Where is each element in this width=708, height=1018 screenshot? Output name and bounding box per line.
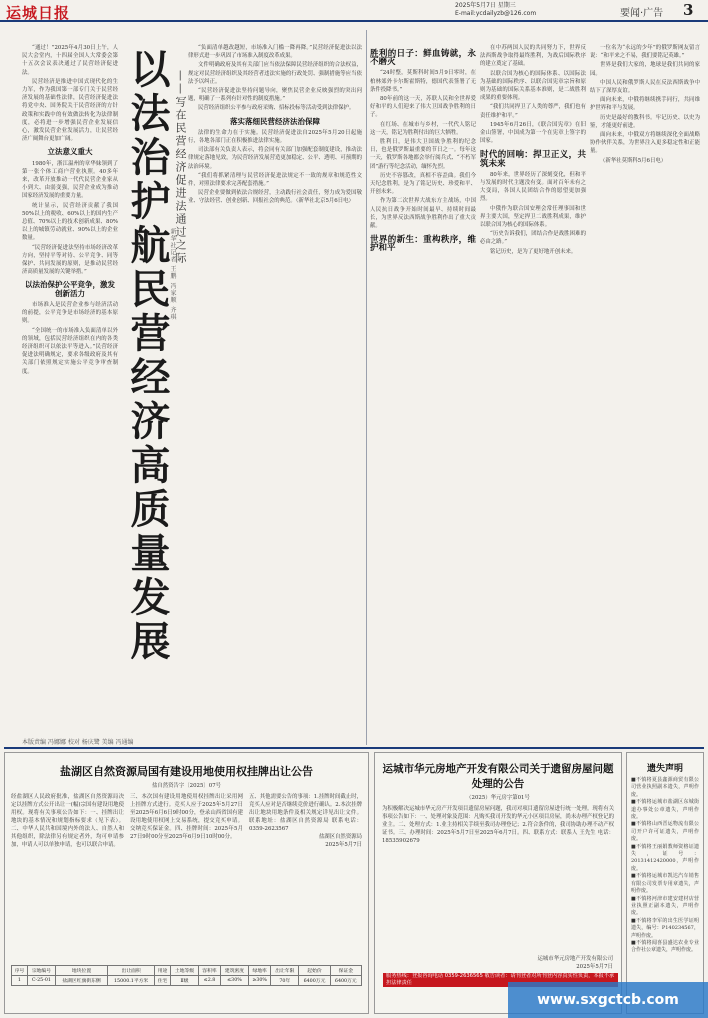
- service-notice-bar: 服务热线：登报咨询电话 0359-2636565 敬告读者：请刊登者对所刊登内容真实性负责，本报不承担法律责任: [383, 973, 618, 987]
- table-cell: ≥30%: [249, 976, 271, 986]
- section-name: 要闻·广告: [620, 8, 664, 19]
- paragraph: “全国统一的市场准入负面清单以外的领域，包括民营经济组织在内的各类经济组织可以依法平等进入。”民营经济促进法明确规定，要求各级政府及其有关部门依照规定实施公平竞争审查制度。: [22, 327, 118, 375]
- table-row: [12, 976, 362, 986]
- table-header-cell: 序号: [12, 966, 28, 976]
- list-item: ■不慎将运城市凯达汽车销售有限公司发票专用章遗失，声明作废。: [631, 873, 699, 895]
- table-header-cell: 用途: [155, 966, 171, 976]
- land-table: [11, 965, 362, 986]
- paragraph: 铭记历史，是为了更好地开创未来。: [490, 248, 577, 255]
- table-cell: 70年: [271, 976, 299, 986]
- notice-text: [249, 793, 362, 963]
- land-auction-notice: [4, 752, 369, 1014]
- table-cell: 1: [12, 976, 28, 986]
- newspaper-logo: 运城日报: [6, 4, 71, 22]
- article-column-5: [590, 44, 700, 734]
- table-header-cell: 土地等级: [171, 966, 199, 976]
- paragraph: 在中苏两国人民的共同努力下，世界反法西斯战争取得最终胜利，为战后国际秩序的建立奠定了基础。: [480, 45, 586, 68]
- paragraph: 面向未来，中俄将继续携手同行，共同维护世界和平与发展。: [590, 97, 700, 112]
- list-item: ■不慎将王丽娟教师资格证遗失，证号：20131412420000，声明作废。: [631, 843, 699, 872]
- notice-title: 盐湖区自然资源局国有建设用地使用权挂牌出让公告: [60, 765, 313, 778]
- declaration-list: [627, 774, 703, 958]
- article-column-4: [480, 44, 586, 734]
- paragraph: 民营经济组织公平参与政府采购、招标投标等活动受到法律保护。: [198, 105, 355, 112]
- notice-number: 盐自然资告字〔2025〕07号: [151, 783, 222, 789]
- header-info: [455, 2, 536, 18]
- table-cell: 6400万元: [330, 976, 361, 986]
- table-cell: ≤30%: [220, 976, 248, 986]
- notice-signer: 运城市华元房地产开发有限公司: [537, 956, 613, 962]
- paragraph: “我们将抓紧清理与民营经济促进法规定不一致的规章和规范性文件，对照法律要求完善配套措施。”: [188, 172, 362, 188]
- table-cell: 盐湖区红旗街东侧: [55, 976, 107, 986]
- page-number: 3: [683, 1, 694, 19]
- list-item: ■不慎将河津市建安建材店营业执照正副本遗失，声明作废。: [631, 895, 699, 917]
- paragraph: 市场准入是民营企业参与经济活动的前提，公平竞争是市场经济的基本原则。: [22, 301, 118, 325]
- notice-number: （2025）华元房字第01号: [466, 795, 530, 801]
- land-table-wrap: [5, 963, 368, 988]
- paragraph: 文件明确政府及其有关部门应当依法保障民营经济组织的合法权益，规定对民营经济组织及其经营者违法实施的行政处罚、强制措施等应当依法予以纠正。: [188, 62, 362, 85]
- subheading: 世界的新生：重构秩序，维护和平: [370, 235, 476, 254]
- article-column-1: [22, 44, 118, 734]
- paragraph: 1945年6月26日，《联合国宪章》在旧金山签署，中国成为第一个在宪章上签字的国家。: [480, 121, 586, 145]
- email-line: E-mail:ycdailyzb@126.com: [455, 10, 537, 17]
- notice-signer: 盐湖区自然资源局: [318, 834, 362, 840]
- lost-declarations: [626, 752, 704, 1014]
- table-cell: 6400万元: [299, 976, 330, 986]
- paragraph: 胜利日，是伟大卫国战争胜利的纪念日，也是俄罗斯最重要的节日之一。每年这一天，俄罗斯各地都会举行阅兵式、“不朽军团”游行等纪念活动，缅怀先烈。: [370, 139, 476, 170]
- table-header-cell: 绿地率: [249, 966, 271, 976]
- table-header-cell: 出让面积: [108, 966, 155, 976]
- paragraph: 中国人民和俄罗斯人民在反法西斯战争中结下了深厚友谊。: [590, 79, 700, 95]
- paragraph: 法律的生命力在于实施。民营经济促进法自2025年5月20日起施行，各地各部门正在积极推进法律实施。: [188, 129, 362, 145]
- paragraph: “负面清单越改越短，市场准入门槛一降再降。”民营经济促进法以法律形式进一步巩固了市场准入制度改革成果。: [188, 45, 362, 60]
- paragraph: “通过！”2025年4月30日上午，人民大会堂内，十四届全国人大常委会第十五次会议表决通过了民营经济促进法。: [22, 45, 118, 76]
- paragraph: （新华社莫斯科5月6日电）: [600, 157, 667, 164]
- paragraph: “24时整，莫斯科时间5月9日零时，在柏林郊外卡尔斯霍斯特，德国代表签署了无条件投降书。”: [370, 70, 476, 93]
- paragraph: 80年前的这一天，苏联人民和全世界爱好和平的人们迎来了伟大卫国战争胜利的日子。: [370, 96, 476, 119]
- table-cell: C-25-01: [27, 976, 55, 986]
- paragraph: “历史告诉我们，团结合作是战胜困难的必由之路。”: [480, 231, 586, 246]
- date-line: 2025年5月7日 星期三: [455, 2, 516, 9]
- table-header-cell: 宗地编号: [27, 966, 55, 976]
- article-column-3: [370, 44, 476, 734]
- paragraph: 面向未来，中俄双方将继续深化全面战略协作伙伴关系，为世界注入更多稳定性和正能量。: [590, 132, 700, 155]
- paragraph: 司法部有关负责人表示，将会同有关部门加强配套制度建设，推动法律规定落地见效，为民营经济发展营造更加稳定、公平、透明、可预期的法治环境。: [188, 147, 362, 170]
- paragraph: 80年来，世界经历了深刻变化，但和平与发展的时代主题没有变。面对百年未有之大变局，各国人民团结合作的愿望更加强烈。: [480, 171, 586, 203]
- article-column-2: [188, 44, 362, 734]
- list-item: ■不慎将李军的出生医学证明遗失，编号：P140234567，声明作废。: [631, 917, 699, 939]
- paragraph: 在红场、在城市与乡村，一代代人铭记这一天，铭记为胜利付出的巨大牺牲。: [370, 121, 476, 136]
- notice-text: 为积极解决运城市华元房产开发项目遗留房屋问题，我司对项目遗留房屋进行统一处理。现将有关事项公告如下：一、处理对象及范围：凡购买我司开发的华元小区项目房屋，尚未办理产权登记的业主。二、处理方式：1.业主持相关手续至我司办理登记；2.符合条件的，我司协助办理不动产权证书。三、办理时间：2025年5月7日至2025年6月7日。四、联系方式：联系人 王先生 电话：18535902679: [382, 806, 614, 844]
- paragraph: 作为第二次世界大战东方主战场，中国人民抗日战争开始时间最早、持续时间最长，为世界反法西斯战争胜利作出了重大贡献。: [370, 198, 476, 230]
- paragraph: 统计显示，民营经济贡献了我国50%以上的税收、60%以上的国内生产总值、70%以上的技术创新成果、80%以上的城镇劳动就业、90%以上的企业数量。: [22, 202, 118, 242]
- editors-line: 本版责编 冯娜娜 校对 杨庆鹭 美编 冯通编: [22, 739, 134, 746]
- table-header-cell: 保证金: [330, 966, 361, 976]
- paragraph: 民营企业要做到依法合规经营，主动践行社会责任，努力成为爱国敬业、守法经营、创业创新、回报社会的典范。（新华社北京5月6日电）: [188, 190, 362, 205]
- list-item: ■不慎将运城市盐湖区东城街道办事处公章遗失，声明作废。: [631, 799, 699, 821]
- subheading: 时代的回响：捍卫正义，共筑未来: [480, 150, 586, 169]
- paragraph: 历史是最好的教科书。牢记历史、以史为鉴，才能更好前进。: [590, 114, 700, 129]
- table-header-cell: 建筑密度: [220, 966, 248, 976]
- paragraph: 民营经济是推进中国式现代化的生力军，作为我国第一部专门关于民营经济发展的基础性法律，民营经济促进法将党中央、国务院关于民营经济的方针政策和实践中的有效做法转化为法律制度，必将进一步增强民营企业发展信心，激发民营企业发展活力，让民营经济广阔舞台更加广阔。: [22, 78, 118, 143]
- notice-text: 经盐湖区人民政府批准，盐湖区自然资源局决定以挂牌方式公开出让一(幅)宗国有建设用地使用权。现将有关事项公告如下：一、挂牌出让地块的基本情况和规划指标要求（见下表）。二、中华人民共和国境内外的法人、自然人和其他组织，除法律另有规定者外，均可申请参加，申请人可以单独申请，也可以联合申请。: [11, 794, 124, 848]
- article-byline: 新华社记者 王鹏 冯家顺 齐琪: [169, 228, 176, 321]
- section-divider: [4, 747, 704, 749]
- table-header-cell: 起始价: [299, 966, 330, 976]
- subheading: 落实落细民营经济法治保障: [230, 116, 320, 126]
- notice-title: 运城市华元房地产开发有限公司关于遗留房屋问题处理的公告: [382, 763, 614, 790]
- notice-body: [5, 793, 368, 963]
- notice-date: 2025年5月7日: [325, 842, 362, 848]
- table-header-cell: 容积率: [199, 966, 221, 976]
- paragraph: 中俄作为联合国安理会常任理事国和世界主要大国，坚定捍卫二战胜利成果，维护以联合国为核心的国际体系。: [480, 205, 586, 229]
- paragraph: 世界是我们大家的，地球是我们共同的家园。: [590, 62, 700, 77]
- table-cell: Ⅱ级: [171, 976, 199, 986]
- table-cell: ≤2.8: [199, 976, 221, 986]
- table-cell: 15000.1平方米: [108, 976, 155, 986]
- paragraph: 以联合国为核心的国际体系、以国际法为基础的国际秩序、以联合国宪章宗旨和原则为基础的国际关系基本准则，是二战胜利成果的重要体现。: [480, 70, 586, 102]
- notice-text-c: 五、其他需要公告的事项：1.挂牌时间截止时，竞买人应对是否继续竞价进行确认。2.本次挂牌出让地块用地条件及相关规定详见出让文件。联系地址：盐湖区自然资源局 联系电话：0359-2623567: [249, 794, 362, 832]
- paragraph: “民营经济促进法坚持问题导向，聚焦民营企业反映强烈的突出问题，明确了一系列有针对性的制度措施。”: [188, 88, 362, 103]
- table-header-row: [12, 966, 362, 976]
- paragraph: “我们共同捍卫了人类的尊严，我们也有责任维护和平。”: [480, 104, 586, 119]
- article-headline: 以法治护航民营经济高质量发展: [124, 48, 171, 664]
- list-item: ■不慎将闻喜县盛达农业专业合作社公章遗失，声明作废。: [631, 939, 699, 954]
- page-header: [0, 0, 708, 22]
- subheading: 胜利的日子：鲜血铸就，永不磨灭: [370, 49, 476, 68]
- table-header-cell: 地块位置: [55, 966, 107, 976]
- watermark: www.sxgctcb.com: [508, 982, 708, 1018]
- paragraph: 历史不容篡改，真相不容歪曲。我们今天纪念胜利，是为了铭记历史、珍爱和平、开创未来。: [370, 172, 476, 196]
- notice-title: 遗失声明: [646, 764, 683, 774]
- paragraph: 1980年，浙江温州的章华妹领到了第一张个体工商户营业执照。40多年来，改革开放推动一代代民营企业家从小到大、由弱变强，民营企业成为推动国家经济发展的重要力量。: [22, 160, 118, 200]
- notice-text: 三、本次国有建设用地使用权挂牌出让采用网上挂牌方式进行。竞买人应于2025年5月27日至2025年6月6日9时00分，登录山西省国有建设用地使用权网上交易系统，提交竞买申请。交纳竞买保证金。四、挂牌时间：2025年5月27日9时00分至2025年6月9日10时00分。: [130, 794, 243, 840]
- notice-date: 2025年5月7日: [576, 964, 613, 970]
- column-divider: [366, 30, 367, 745]
- subheading: 以法治保护公平竞争，激发创新活力: [25, 280, 115, 298]
- table-header-cell: 出让年限: [271, 966, 299, 976]
- article-subtitle: ——写在民营经济促进法通过之际: [174, 70, 187, 265]
- subheading: 立法意义重大: [47, 147, 93, 157]
- list-item: ■不慎将山西晋运物流有限公司开户许可证遗失，声明作废。: [631, 821, 699, 843]
- list-item: ■不慎将夏县鑫源商贸有限公司营业执照副本遗失，声明作废。: [631, 777, 699, 798]
- table-cell: 住宅: [155, 976, 171, 986]
- paragraph: 一位名为“永远的少年”的俄罗斯网友留言说：“和平来之不易，我们要铭记英雄。”: [590, 45, 700, 60]
- paragraph: “民营经济促进法坚持市场经济改革方向，坚持平等对待、公平竞争、同等保护、共同发展的原则，是推动民营经济高质量发展的关键举措。”: [22, 244, 118, 276]
